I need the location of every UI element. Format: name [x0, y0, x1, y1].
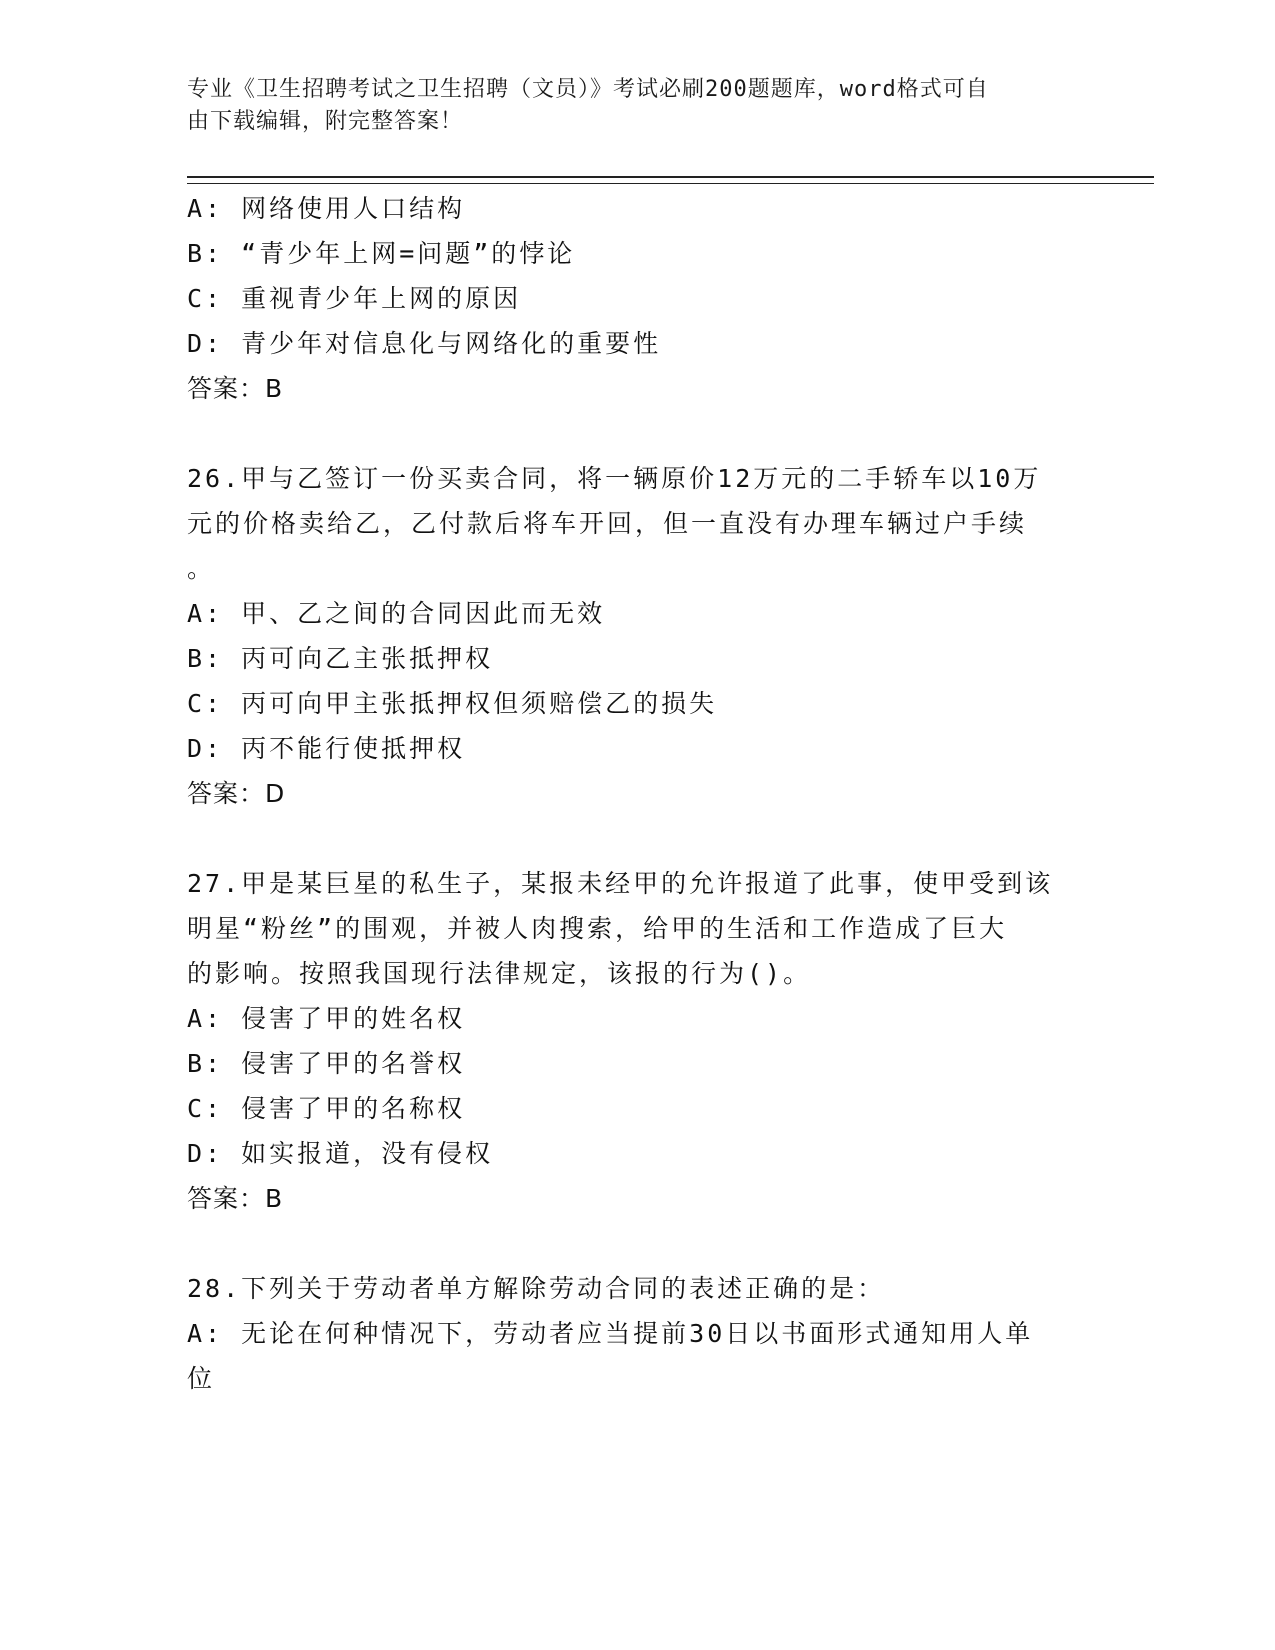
question-text-line: 26.甲与乙签订一份买卖合同，将一辆原价12万元的二手轿车以10万 — [187, 464, 1042, 493]
question-text-line: 的影响。按照我国现行法律规定，该报的行为()。 — [187, 959, 812, 988]
option-a: A: 侵害了甲的姓名权 — [187, 1004, 466, 1033]
option-a-continued: 位 — [187, 1364, 216, 1393]
question-content — [187, 186, 1067, 1401]
option-b: B: “青少年上网=问题”的悖论 — [187, 239, 576, 268]
document-header — [187, 74, 1067, 138]
question-text-line: 元的价格卖给乙，乙付款后将车开回，但一直没有办理车辆过户手续 — [187, 509, 1028, 538]
question-26 — [187, 456, 1067, 816]
option-a: A: 甲、乙之间的合同因此而无效 — [187, 599, 606, 628]
option-d: D: 青少年对信息化与网络化的重要性 — [187, 329, 662, 358]
option-b: B: 丙可向乙主张抵押权 — [187, 644, 494, 673]
option-a: A: 网络使用人口结构 — [187, 194, 466, 223]
option-a: A: 无论在何种情况下，劳动者应当提前30日以书面形式通知用人单 — [187, 1319, 1034, 1348]
header-line-1: 专业《卫生招聘考试之卫生招聘（文员）》考试必刷200题题库，word格式可自 — [187, 77, 989, 102]
question-text-line: 27.甲是某巨星的私生子，某报未经甲的允许报道了此事，使甲受到该 — [187, 869, 1054, 898]
option-c: C: 重视青少年上网的原因 — [187, 284, 522, 313]
spacer — [187, 411, 1067, 456]
answer-line: 答案：D — [187, 779, 286, 808]
spacer — [187, 1221, 1067, 1266]
answer-line: 答案：B — [187, 374, 284, 403]
question-text-line: 。 — [187, 554, 216, 583]
question-text-line: 28.下列关于劳动者单方解除劳动合同的表述正确的是： — [187, 1274, 886, 1303]
option-c: C: 侵害了甲的名称权 — [187, 1094, 466, 1123]
option-b: B: 侵害了甲的名誉权 — [187, 1049, 466, 1078]
question-27 — [187, 861, 1067, 1221]
spacer — [187, 816, 1067, 861]
header-line-2: 由下载编辑，附完整答案！ — [187, 109, 464, 134]
question-28 — [187, 1266, 1067, 1401]
option-d: D: 如实报道，没有侵权 — [187, 1139, 494, 1168]
option-d: D: 丙不能行使抵押权 — [187, 734, 466, 763]
question-text-line: 明星“粉丝”的围观，并被人肉搜索，给甲的生活和工作造成了巨大 — [187, 914, 1008, 943]
option-c: C: 丙可向甲主张抵押权但须赔偿乙的损失 — [187, 689, 718, 718]
header-divider — [187, 176, 1154, 184]
question-25 — [187, 186, 1067, 411]
answer-line: 答案：B — [187, 1184, 284, 1213]
